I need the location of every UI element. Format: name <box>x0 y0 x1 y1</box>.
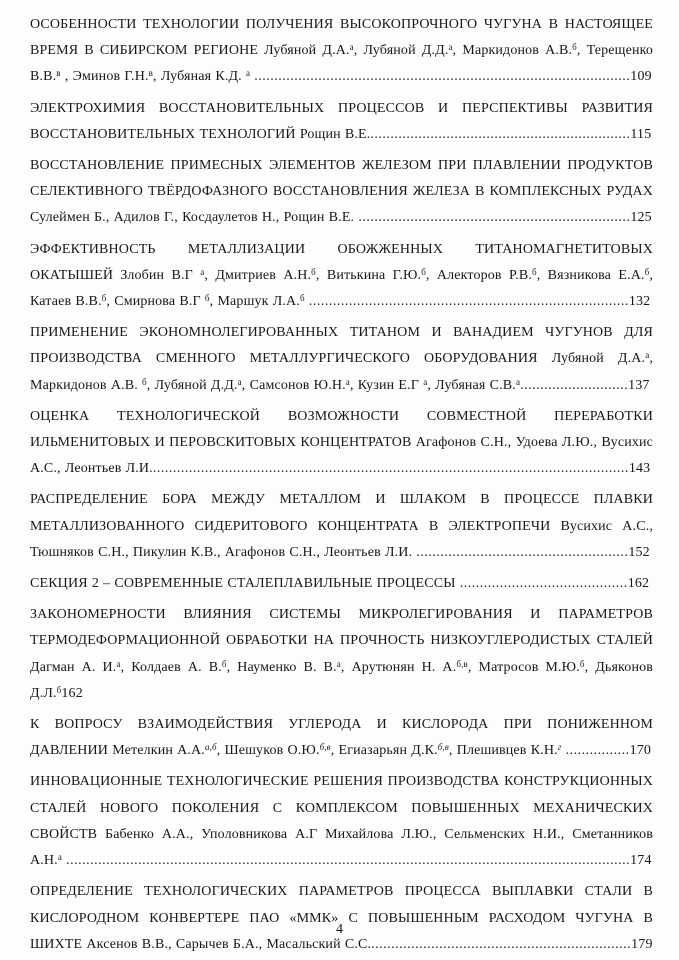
dot-leader: ................................................................. <box>371 936 632 952</box>
entry-page-number: 179 <box>631 936 653 952</box>
affiliation-superscript: б <box>311 266 316 277</box>
affiliation-superscript: а <box>237 376 242 387</box>
dot-leader: ................................................................................ <box>308 294 629 310</box>
entry-text: ВОССТАНОВЛЕНИЕ ПРИМЕСНЫХ ЭЛЕМЕНТОВ ЖЕЛЕЗОМ ПРИ ПЛАВЛЕНИИ ПРОДУКТОВ СЕЛЕКТИВНОГО ТВЁРДОФАЗНОГО ВОССТАНОВЛЕНИЯ ЖЕЛЕЗА В КОМПЛЕКСНЫХ РУДАХ Сулеймен Б., Адилов Г., Косдаулетов Н., Рощин В.Е. <box>30 158 653 226</box>
entry-text: РАСПРЕДЕЛЕНИЕ БОРА МЕЖДУ МЕТАЛЛОМ И ШЛАКОМ В ПРОЦЕССЕ ПЛАВКИ МЕТАЛЛИЗОВАННОГО СИДЕРИТОВОГО КОНЦЕНТРАТА В ЭЛЕКТРОПЕЧИ Вусихис А.С., Тюшняков С.Н., Пикулин К.В., Агафонов С.Н., Леонтьев Л.И. <box>30 492 653 560</box>
affiliation-superscript: б <box>56 684 62 695</box>
entry-page-number: 162 <box>627 576 650 592</box>
toc-entry-3 <box>30 153 653 232</box>
dot-leader: ................ <box>565 743 630 759</box>
entry-text: ИННОВАЦИОННЫЕ ТЕХНОЛОГИЧЕСКИЕ РЕШЕНИЯ ПРОИЗВОДСТВА КОНСТРУКЦИОННЫХ СТАЛЕЙ НОВОГО ПОКОЛЕНИЯ С КОМПЛЕКСОМ ПОВЫШЕННЫХ МЕХАНИЧЕСКИХ СВОЙСТВ Бабенко А.А., Уполовникова А.Г Михайлова Л.Ю., Сельменских Н.И., Сметанников А.Н.$^а$ <box>30 774 653 869</box>
affiliation-superscript: б,в <box>437 742 449 753</box>
toc-entry-7 <box>30 487 653 566</box>
affiliation-superscript: а <box>245 68 251 79</box>
affiliation-superscript: а <box>116 658 121 669</box>
affiliation-superscript: б <box>204 292 210 303</box>
page-number: 4 <box>336 922 343 937</box>
toc-entry-6 <box>30 404 653 483</box>
affiliation-superscript: б <box>572 42 577 53</box>
entry-text: ЗАКОНОМЕРНОСТИ ВЛИЯНИЯ СИСТЕМЫ МИКРОЛЕГИРОВАНИЯ И ПАРАМЕТРОВ ТЕРМОДЕФОРМАЦИОННОЙ ОБРАБОТКИ НА ПРОЧНОСТЬ НИЗКОУГЛЕРОДИСТЫХ СТАЛЕЙ Дагман А. И.$^а$, Колдаев А. В.$^б$, Науменко В. В.$^а$, Арутюнян Н. А.$^{б,в}$, Матросов М.Ю.$^б$, Дьяконов Д.Л.$^б$ <box>30 607 653 701</box>
dot-leader: ........................... <box>520 377 629 393</box>
affiliation-superscript: в <box>56 68 61 79</box>
toc-entry-9 <box>30 602 653 707</box>
entry-page-number: 125 <box>630 210 652 226</box>
toc-entry-12 <box>30 879 653 958</box>
entry-text: ЭФФЕКТИВНОСТЬ МЕТАЛЛИЗАЦИИ ОБОЖЖЕННЫХ ТИТАНОМАГНЕТИТОВЫХ ОКАТЫШЕЙ Злобин В.Г $^а$, Дмитриев А.Н.$^б$, Витькина Г.Ю.$^б$, Алекторов Р.В.$^б$, Вязникова Е.А.$^б$, Катаев В.В.$^б$, Смирнова В.Г $^б$, Маршук Л.А.$^б$ <box>30 241 654 310</box>
dot-leader: .............................................................................................. <box>254 69 631 85</box>
entry-page-number: 109 <box>630 69 652 85</box>
dot-leader: .................................................................... <box>358 210 631 226</box>
entry-text: ОПРЕДЕЛЕНИЕ ТЕХНОЛОГИЧЕСКИХ ПАРАМЕТРОВ ПРОЦЕССА ВЫПЛАВКИ СТАЛИ В КИСЛОРОДНОМ КОНВЕРТЕРЕ ПАО «ММК» С ПОВЫШЕННЫМ РАСХОДОМ ЧУГУНА В ШИХТЕ Аксенов В.В., Сарычев Б.А., Масальский С.С. <box>30 884 653 952</box>
affiliation-superscript: г <box>557 742 562 753</box>
entry-page-number: 162 <box>61 685 83 701</box>
entry-text: ОСОБЕННОСТИ ТЕХНОЛОГИИ ПОЛУЧЕНИЯ ВЫСОКОПРОЧНОГО ЧУГУНА В НАСТОЯЩЕЕ ВРЕМЯ В СИБИРСКОМ РЕГИОНЕ Лубяной Д.А.$^а$, Лубяной Д.Д.$^а$, Маркидонов А.В.$^б$, Терещенко В.В.$^в$ , Эминов Г.Н.$^в$, Лубяная К.Д. $^а$ <box>30 17 653 85</box>
affiliation-superscript: б <box>644 266 650 277</box>
affiliation-superscript: а <box>57 852 62 863</box>
affiliation-superscript: а <box>423 376 428 387</box>
entry-text: ЭЛЕКТРОХИМИЯ ВОССТАНОВИТЕЛЬНЫХ ПРОЦЕССОВ И ПЕРСПЕКТИВЫ РАЗВИТИЯ ВОССТАНОВИТЕЛЬНЫХ ТЕХНОЛОГИЙ Рощин В.Е. <box>30 100 653 142</box>
entry-page-number: 137 <box>628 377 650 393</box>
affiliation-superscript: в <box>148 68 154 79</box>
affiliation-superscript: а <box>200 266 205 277</box>
dot-leader: ..................................................... <box>416 544 629 560</box>
affiliation-superscript: а,б <box>204 742 217 753</box>
entry-page-number: 132 <box>628 294 651 310</box>
affiliation-superscript: а <box>336 658 341 669</box>
entry-page-number: 115 <box>630 126 652 142</box>
affiliation-superscript: б <box>101 292 107 303</box>
entry-text: ПРИМЕНЕНИЕ ЭКОНОМНОЛЕГИРОВАННЫХ ТИТАНОМ И ВАНАДИЕМ ЧУГУНОВ ДЛЯ ПРОИЗВОДСТВА СМЕННОГО МЕТАЛЛУРГИЧЕСКОГО ОБОРУДОВАНИЯ Лубяной Д.А.$^а$, Маркидонов А.В. $^б$, Лубяной Д.Д.$^а$, Самсонов Ю.Н.$^а$, Кузин Е.Г $^а$, Лубяная С.В.$^а$ <box>30 325 653 393</box>
toc-entry-11 <box>30 769 653 874</box>
toc-entry-4 <box>30 237 653 316</box>
toc-entry-10 <box>30 712 653 764</box>
toc-list <box>30 12 653 960</box>
entry-text: К ВОПРОСУ ВЗАИМОДЕЙСТВИЯ УГЛЕРОДА И КИСЛОРОДА ПРИ ПОНИЖЕННОМ ДАВЛЕНИИ Метелкин А.А.$^{а,б}$, Шешуков О.Ю.$^{б,в}$, Егиазарьян Д.К.$^{б,в}$, Плешивцев К.Н.$^г$ <box>30 717 653 759</box>
affiliation-superscript: а <box>349 42 354 53</box>
dot-leader: ................................................................. <box>370 126 631 142</box>
affiliation-superscript: а <box>345 376 350 387</box>
affiliation-superscript: б <box>142 376 147 387</box>
entry-page-number: 152 <box>628 544 650 560</box>
dot-leader: ....................................................................................................................... <box>152 461 629 477</box>
dot-leader: .......................................... <box>459 576 628 592</box>
affiliation-superscript: б <box>299 292 305 303</box>
affiliation-superscript: б <box>221 658 227 669</box>
affiliation-superscript: б <box>531 266 537 277</box>
affiliation-superscript: б <box>421 266 426 277</box>
affiliation-superscript: а <box>515 376 521 387</box>
affiliation-superscript: а <box>448 42 453 53</box>
entry-page-number: 174 <box>630 853 652 869</box>
entry-page-number: 170 <box>629 743 652 759</box>
dot-leader: ............................................................................................................................................. <box>66 853 631 869</box>
toc-entry-1 <box>30 12 653 91</box>
toc-entry-8 <box>30 571 653 597</box>
entry-text: ОЦЕНКА ТЕХНОЛОГИЧЕСКОЙ ВОЗМОЖНОСТИ СОВМЕСТНОЙ ПЕРЕРАБОТКИ ИЛЬМЕНИТОВЫХ И ПЕРОВСКИТОВЫХ КОНЦЕНТРАТОВ Агафонов С.Н., Удоева Л.Ю., Вусихис А.С., Леонтьев Л.И. <box>30 408 653 477</box>
affiliation-superscript: а <box>645 350 650 361</box>
toc-entry-2 <box>30 96 653 148</box>
toc-entry-5 <box>30 320 653 399</box>
entry-text: СЕКЦИЯ 2 – СОВРЕМЕННЫЕ СТАЛЕПЛАВИЛЬНЫЕ ПРОЦЕССЫ <box>30 576 460 592</box>
affiliation-superscript: б,в <box>319 742 331 753</box>
affiliation-superscript: б,в <box>456 658 468 669</box>
entry-page-number: 143 <box>628 461 651 477</box>
affiliation-superscript: б <box>579 658 585 669</box>
